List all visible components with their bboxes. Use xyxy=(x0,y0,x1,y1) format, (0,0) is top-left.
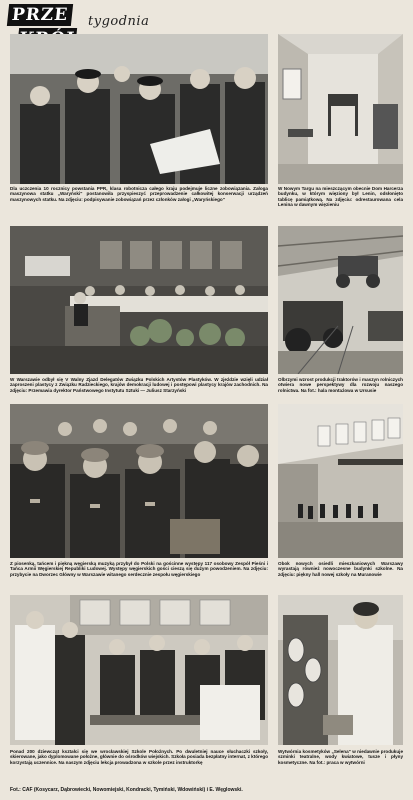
photo-artists-congress xyxy=(10,226,268,374)
masthead-line-1: PRZE xyxy=(7,4,73,26)
caption-school-hall: Obok nowych osiedli mieszkaniowych Warszawy wyrastają również nowoczesne budynki szkolne. Na zdjęciu: piękny hall nowej szkoły na Muranowie xyxy=(278,561,403,577)
photo-school-hall xyxy=(278,404,403,558)
caption-cosmetics-factory: Wytwórnia kosmetyków „Selena" w niedawnie produkuje szminki teatralne, wody kwiatowe, tusze i płyny kosmetyczne. Na fot.: praca w wytwórni xyxy=(278,749,403,765)
caption-ship-crew: Dla uczczenia 10 rocznicy powstania PPR, klasa robotnicza całego kraju podejmuje liczne zobowiązania. Załoga maszynowa statku „Waryński" postanowiła przyspieszyć przeprowadzenie całkowitej konserwacji urządzeń maszynowych statku. Na zdjęciu: podpisywanie zobowiązań przez członków załogi „Waryńskiego" xyxy=(10,186,268,202)
photo-cosmetics-factory xyxy=(278,595,403,745)
photo-tractor-hall xyxy=(278,226,403,374)
masthead-subtitle: tygodnia xyxy=(88,14,150,29)
photo-midwives-school xyxy=(10,595,268,745)
photo-ship-crew xyxy=(10,34,268,184)
caption-artists-congress: W Warszawie odbył się V Walny Zjazd Delegatów Związku Polskich Artystów Plastyków. W zjeździe wzięli udział zaproszeni plastycy z Związku Radzieckiego, krajów demokracji ludowej i postępowi plastycy krajów zachodnich. Na zdjęciu: Przemawia dyrektor Państwowego Instytutu Sztuki — Juliusz Starzyński xyxy=(10,377,268,393)
caption-tractor-hall: Olbrzymi wzrost produkcji traktorów i maszyn rolniczych otwiera nowe perspektywy dla rozwoju naszego rolnictwa. Na fot.: hala montażowa w Ursusie xyxy=(278,377,403,393)
photo-credits: Fot.: CAF (Kosycarz, Dąbrowiecki, Nowomiejski, Kondracki, Tymiński, Wdowiński) i E. Węglowski. xyxy=(10,787,243,793)
caption-lenin-cell: W Nowym Targu na mieszczącym obecnie Dom Harcerza budynku, w którym więziony był Lenin, odsłonięto tablicę pamiątkową. Na zdjęciu: odrestaurowana cela Lenina w dawnym więzieniu xyxy=(278,186,403,208)
photo-hungarian-ensemble xyxy=(10,404,268,558)
photo-lenin-cell xyxy=(278,34,403,184)
caption-midwives-school: Ponad 200 dziewcząt kształci się we wrocławskiej Szkole Położnych. Po dwuletniej nauce słuchaczki szkoły, skierowane, jako dyplomowane położne, głównie do ośrodków wiejskich. Szkoła posiada bezpłatny internat, z którego korzystają uczennice. Na naszym zdjęciu lekcja prowadzona w szkole przez instruktorkę xyxy=(10,749,268,765)
caption-hungarian-ensemble: Z piosenką, tańcem i piękną węgierską muzyką przybył do Polski na gościnne występy 117 osobowy Zespół Pieśni i Tańca Armii Węgierskiej Republiki Ludowej. Występy węgierskich gości cieszą się dużym powodzeniem. Na zdjęciu: przybycie na Dworzec Główny w Warszawie witanego serdecznie zespołu węgierskiego xyxy=(10,561,268,577)
